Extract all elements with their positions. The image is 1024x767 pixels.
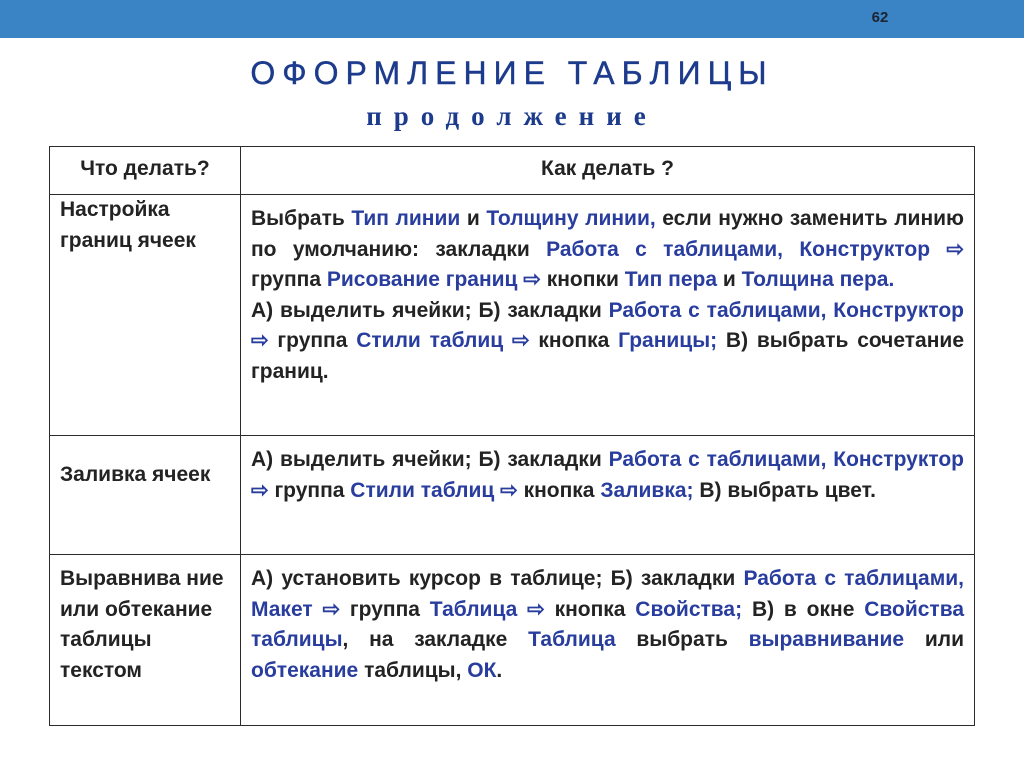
arrow-right-icon: ⇨ bbox=[251, 478, 275, 502]
instruction-text: . bbox=[496, 658, 503, 682]
instruction-text: и bbox=[460, 207, 487, 230]
instruction-text: кнопки bbox=[546, 268, 625, 291]
ui-term-highlight: Свойства; bbox=[635, 597, 743, 621]
ui-term-highlight: Толщину линии, bbox=[486, 207, 656, 230]
ui-term-highlight: Тип линии bbox=[351, 207, 461, 230]
arrow-right-icon: ⇨ bbox=[930, 237, 964, 261]
arrow-right-icon: ⇨ bbox=[517, 268, 547, 291]
instruction-text: В) выбрать цвет. bbox=[693, 478, 876, 502]
instructions-table bbox=[49, 146, 975, 726]
table-row bbox=[50, 555, 975, 726]
arrow-right-icon: ⇨ bbox=[312, 597, 350, 621]
instruction-text: и bbox=[717, 268, 742, 291]
instruction-text: группа bbox=[277, 329, 357, 352]
ui-term-highlight: Работа с таблицами, Макет bbox=[251, 567, 964, 621]
instruction-text: В) в окне bbox=[742, 597, 865, 621]
ui-term-highlight: Таблица bbox=[528, 628, 616, 651]
arrow-right-icon: ⇨ bbox=[494, 478, 524, 502]
table-header-row bbox=[50, 147, 975, 195]
row-steps-cell-shading bbox=[241, 436, 975, 555]
row-task-cell-borders: Настройка границ ячеек bbox=[50, 195, 241, 436]
ui-term-highlight: Свойства таблицы bbox=[251, 597, 965, 651]
header-how-to-do: Как делать ? bbox=[241, 147, 975, 195]
row-steps-alignment-wrap bbox=[241, 555, 975, 726]
instruction-text: В) выбрать сочетание границ. bbox=[251, 329, 965, 383]
ui-term-highlight: выравнивание bbox=[748, 628, 905, 651]
ui-term-highlight: Работа с таблицами, Конструктор bbox=[608, 298, 964, 322]
ui-term-highlight: Стили таблиц bbox=[350, 478, 495, 502]
ui-term-highlight: Рисование границ bbox=[326, 268, 518, 291]
arrow-right-icon: ⇨ bbox=[251, 329, 278, 352]
instruction-text: кнопка bbox=[538, 329, 619, 352]
instruction-text: группа bbox=[274, 478, 351, 502]
instruction-text: если нужно заменить линию по умолчанию: закладки bbox=[251, 207, 964, 261]
header-what-to-do: Что делать? bbox=[50, 147, 241, 195]
table-row bbox=[50, 195, 975, 436]
ui-term-highlight: Стили таблиц bbox=[356, 329, 504, 352]
instruction-text: или bbox=[904, 628, 964, 651]
instruction-text: кнопка bbox=[523, 478, 601, 502]
instruction-text: группа bbox=[349, 597, 430, 621]
ui-term-highlight: Тип пера bbox=[624, 268, 718, 291]
ui-term-highlight: Таблица bbox=[429, 597, 518, 621]
ui-term-highlight: обтекание bbox=[251, 658, 359, 682]
instruction-text: группа bbox=[251, 268, 327, 291]
instruction-text: Выбрать bbox=[251, 207, 352, 230]
instruction-text: А) выделить ячейки; Б) закладки bbox=[251, 448, 609, 471]
instruction-text: выбрать bbox=[615, 628, 749, 651]
instruction-text: кнопка bbox=[554, 597, 636, 621]
page-number: 62 bbox=[871, 9, 889, 26]
instruction-text: таблицы, bbox=[358, 658, 468, 682]
ui-term-highlight: Толщина пера. bbox=[741, 268, 895, 291]
arrow-right-icon: ⇨ bbox=[517, 597, 555, 621]
row-steps-cell-borders bbox=[241, 195, 975, 436]
ui-term-highlight: Границы; bbox=[618, 329, 718, 352]
instruction-text: А) установить курсор в таблице; Б) закладки bbox=[251, 567, 744, 590]
slide-title: ОФОРМЛЕНИЕ ТАБЛИЦЫ bbox=[250, 55, 774, 91]
ui-term-highlight: Работа с таблицами, Конструктор bbox=[608, 448, 964, 471]
instruction-text: , на закладке bbox=[342, 628, 529, 651]
ui-term-highlight: Работа с таблицами, Конструктор bbox=[546, 237, 931, 261]
ui-term-highlight: ОК bbox=[467, 658, 497, 682]
row-task-cell-shading: Заливка ячеек bbox=[50, 436, 241, 555]
slide-subtitle: продолжение bbox=[366, 101, 658, 131]
table-row bbox=[50, 436, 975, 555]
arrow-right-icon: ⇨ bbox=[503, 329, 539, 352]
ui-term-highlight: Заливка; bbox=[600, 478, 694, 502]
row-task-alignment-wrap: Выравнива ние или обтекание таблицы текстом bbox=[50, 555, 241, 726]
instruction-text: А) выделить ячейки; Б) закладки bbox=[251, 298, 609, 322]
